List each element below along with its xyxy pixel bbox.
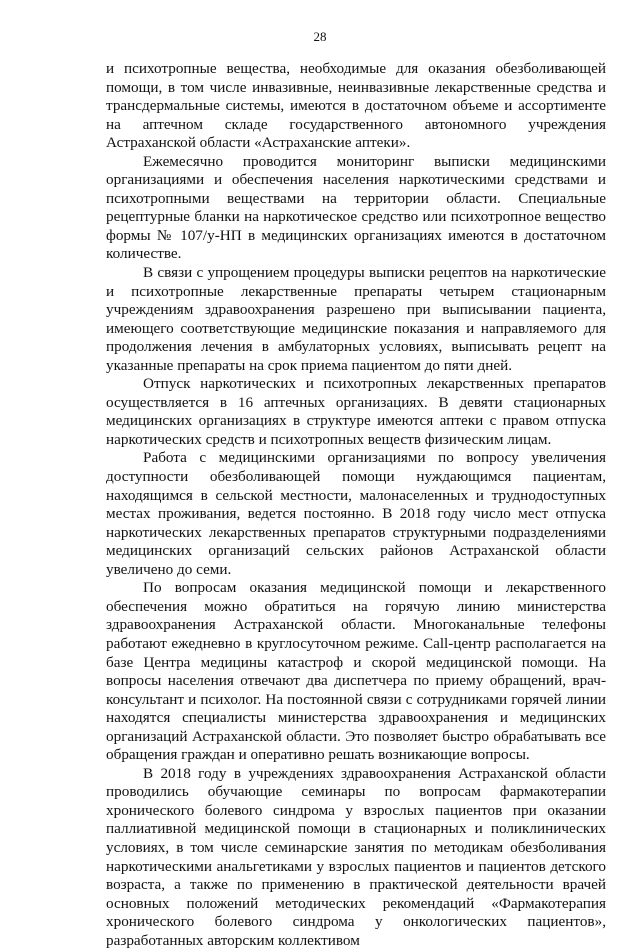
paragraph-rural-access: Работа с медицинскими организациями по вопросу увеличения доступности обезболивающей помощи нуждающимся пациентам, находящимся в сельской местности, малонаселенных и труднодоступных местах проживания, ведется постоянно. В 2018 году число мест отпуска наркотических лекарственных препаратов структурными подразделениями медицинских организаций сельских районов Астраханской области увеличено до семи. <box>106 449 606 578</box>
paragraph-hotline: По вопросам оказания медицинской помощи и лекарственного обеспечения можно обратиться на горячую линию министерства здравоохранения Астраханской области. Многоканальные телефоны работают ежедневно в круглосуточном режиме. Call-центр располагается на базе Центра медицины катастроф и скорой медицинской помощи. На вопросы населения отвечают два диспетчера по приему обращений, врач-консультант и психолог. На постоянной связи с сотрудниками горячей линии находятся специалисты министерства здравоохранения и медицинских организаций Астраханской области. Это позволяет быстро обрабатывать все обращения граждан и оперативно решать возникающие вопросы. <box>106 579 606 764</box>
paragraph-continuation: и психотропные вещества, необходимые для оказания обезболивающей помощи, в том числе инвазивные, неинвазивные лекарственные средства и трансдермальные системы, имеются в достаточном объеме и ассортименте на аптечном складе государственного автономного учреждения Астраханской области «Астраханские аптеки». <box>106 60 606 152</box>
paragraph-prescriptions: В связи с упрощением процедуры выписки рецептов на наркотические и психотропные лекарственные препараты четырем стационарным учреждениям здравоохранения разрешено при выписывании пациента, имеющего соответствующие медицинские показания и направляемого для продолжения лечения в амбулаторных условиях, выписывать рецепт на указанные препараты на срок приема пациентом до пяти дней. <box>106 264 606 374</box>
paragraph-monitoring: Ежемесячно проводится мониторинг выписки медицинскими организациями и обеспечения населения наркотическими средствами и психотропными веществами на территории области. Специальные рецептурные бланки на наркотическое средство или психотропное вещество формы № 107/у-НП в медицинских организациях имеются в достаточном количестве. <box>106 152 606 263</box>
page-body <box>106 60 606 950</box>
paragraph-seminars: В 2018 году в учреждениях здравоохранения Астраханской области проводились обучающие семинары по вопросам фармакотерапии хронического болевого синдрома у взрослых пациентов при оказании паллиативной медицинской помощи в стационарных и поликлинических условиях, в том числе семинарские занятия по методикам обезболивания наркотическими анальгетиками у взрослых пациентов и пациентов детского возраста, а также по применению в практической деятельности врачей основных положений методических рекомендаций «Фармакотерапия хронического болевого синдрома у онкологических пациентов», разработанных авторским коллективом <box>106 764 606 949</box>
paragraph-pharmacies: Отпуск наркотических и психотропных лекарственных препаратов осуществляется в 16 аптечных организациях. В девяти стационарных медицинских организациях в структуре имеются аптеки с правом отпуска наркотических средств и психотропных веществ физическим лицам. <box>106 375 606 448</box>
page-number: 28 <box>313 29 327 44</box>
